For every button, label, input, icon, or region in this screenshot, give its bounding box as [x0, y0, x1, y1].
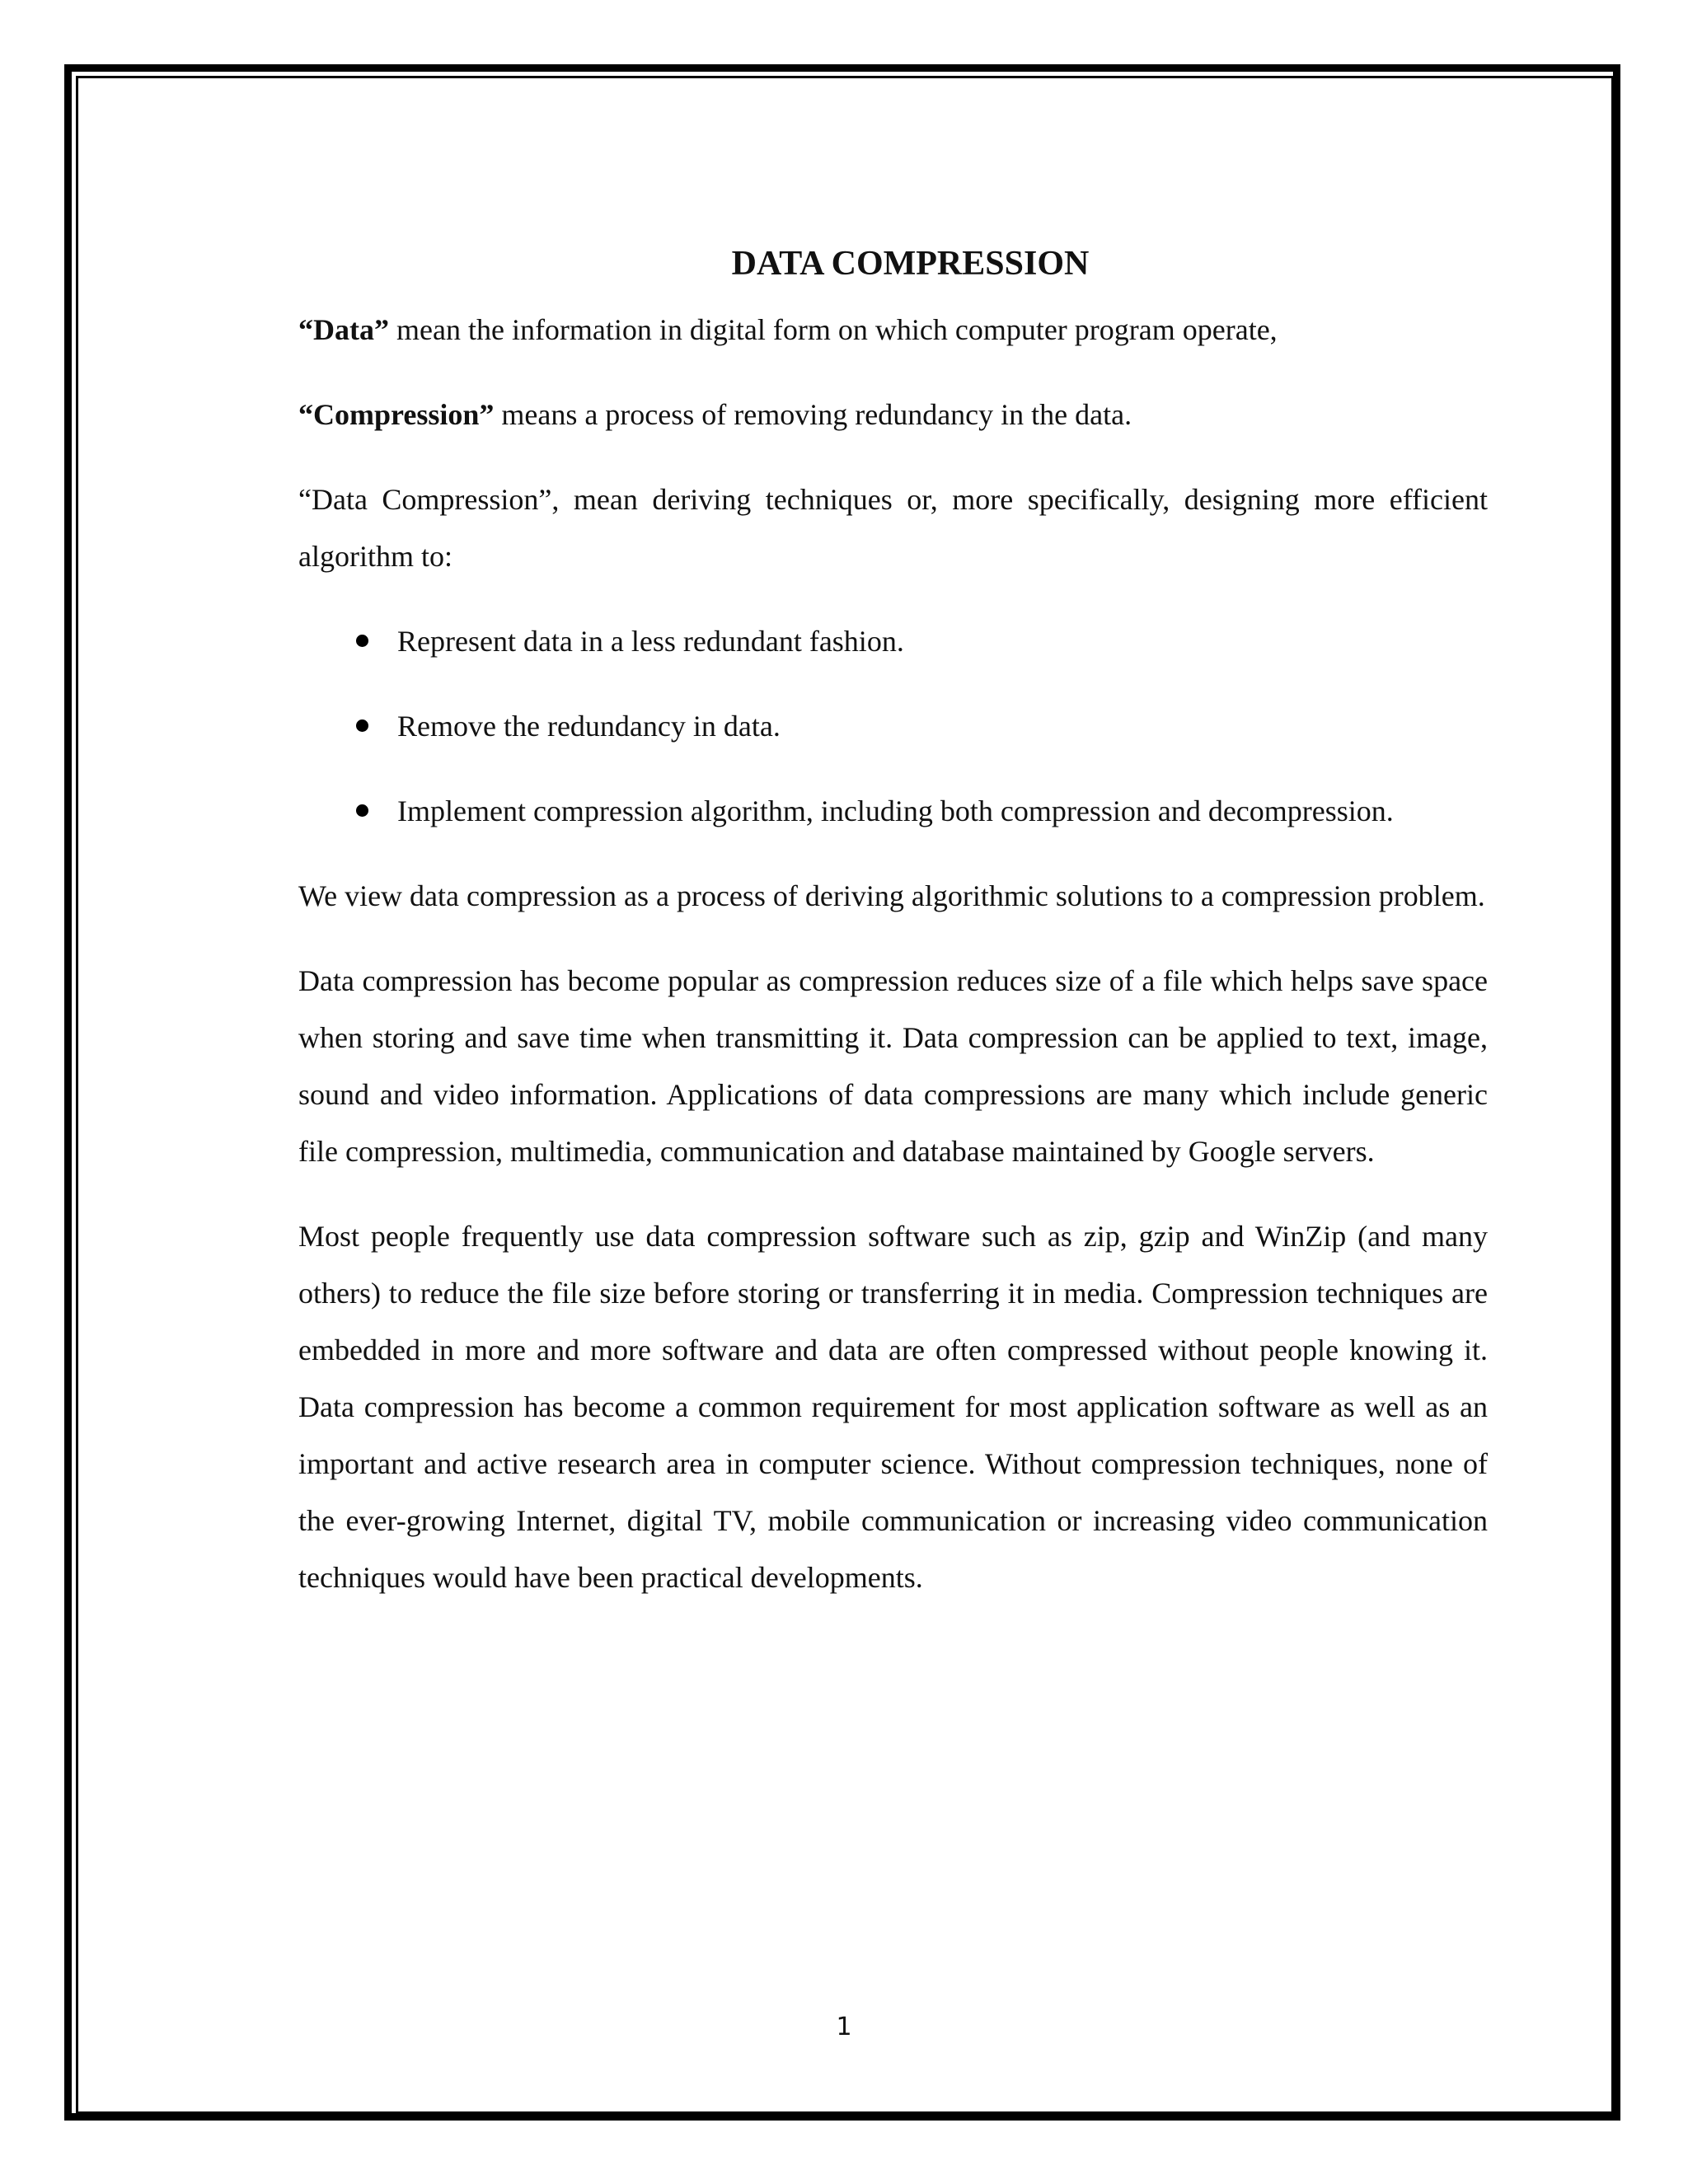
definition-term: “Data”	[298, 313, 389, 346]
bullet-icon	[356, 719, 368, 732]
bullet-icon	[356, 635, 368, 647]
body-paragraph: Most people frequently use data compression software such as zip, gzip and WinZip (and many others) to reduce the file size before storing or transferring it in media. Compression techniques are embedded in more and more software and data are often compressed without people knowing it. Data compression has become a common requirement for most application software as well as an important and active research area in computer science. Without compression techniques, none of the ever-growing Internet, digital TV, mobile communication or increasing video communication techniques would have been practical developments.	[298, 1220, 1488, 1594]
bullet-text: Remove the redundancy in data.	[397, 710, 781, 743]
body-paragraph: Data compression has become popular as compression reduces size of a file which helps save space when storing and save time when transmitting it. Data compression can be applied to text, image, sound and video information. Applications of data compressions are many which include generic file compression, multimedia, communication and database maintained by Google servers.	[298, 964, 1488, 1168]
document-body	[298, 239, 1488, 1634]
definition-text: means a process of removing redundancy in the data.	[494, 398, 1132, 431]
bullet-text: Implement compression algorithm, including both compression and decompression.	[397, 794, 1394, 827]
definition-data	[298, 302, 1488, 359]
bullet-text: Represent data in a less redundant fashion.	[397, 625, 904, 658]
definition-text: mean the information in digital form on which computer program operate,	[389, 313, 1278, 346]
body-paragraph: We view data compression as a process of deriving algorithmic solutions to a compression problem.	[298, 879, 1485, 912]
bullet-item	[298, 613, 1488, 670]
bullet-item	[298, 783, 1488, 840]
intro-paragraph: “Data Compression”, mean deriving techniques or, more specifically, designing more efficient algorithm to:	[298, 483, 1488, 573]
bullet-icon	[356, 804, 368, 817]
bullet-list	[298, 613, 1488, 840]
document-title: DATA COMPRESSION	[731, 245, 1090, 283]
definition-compression	[298, 387, 1488, 443]
definition-term: “Compression”	[298, 398, 495, 431]
page-number: 1	[836, 2013, 852, 2041]
bullet-item	[298, 698, 1488, 755]
